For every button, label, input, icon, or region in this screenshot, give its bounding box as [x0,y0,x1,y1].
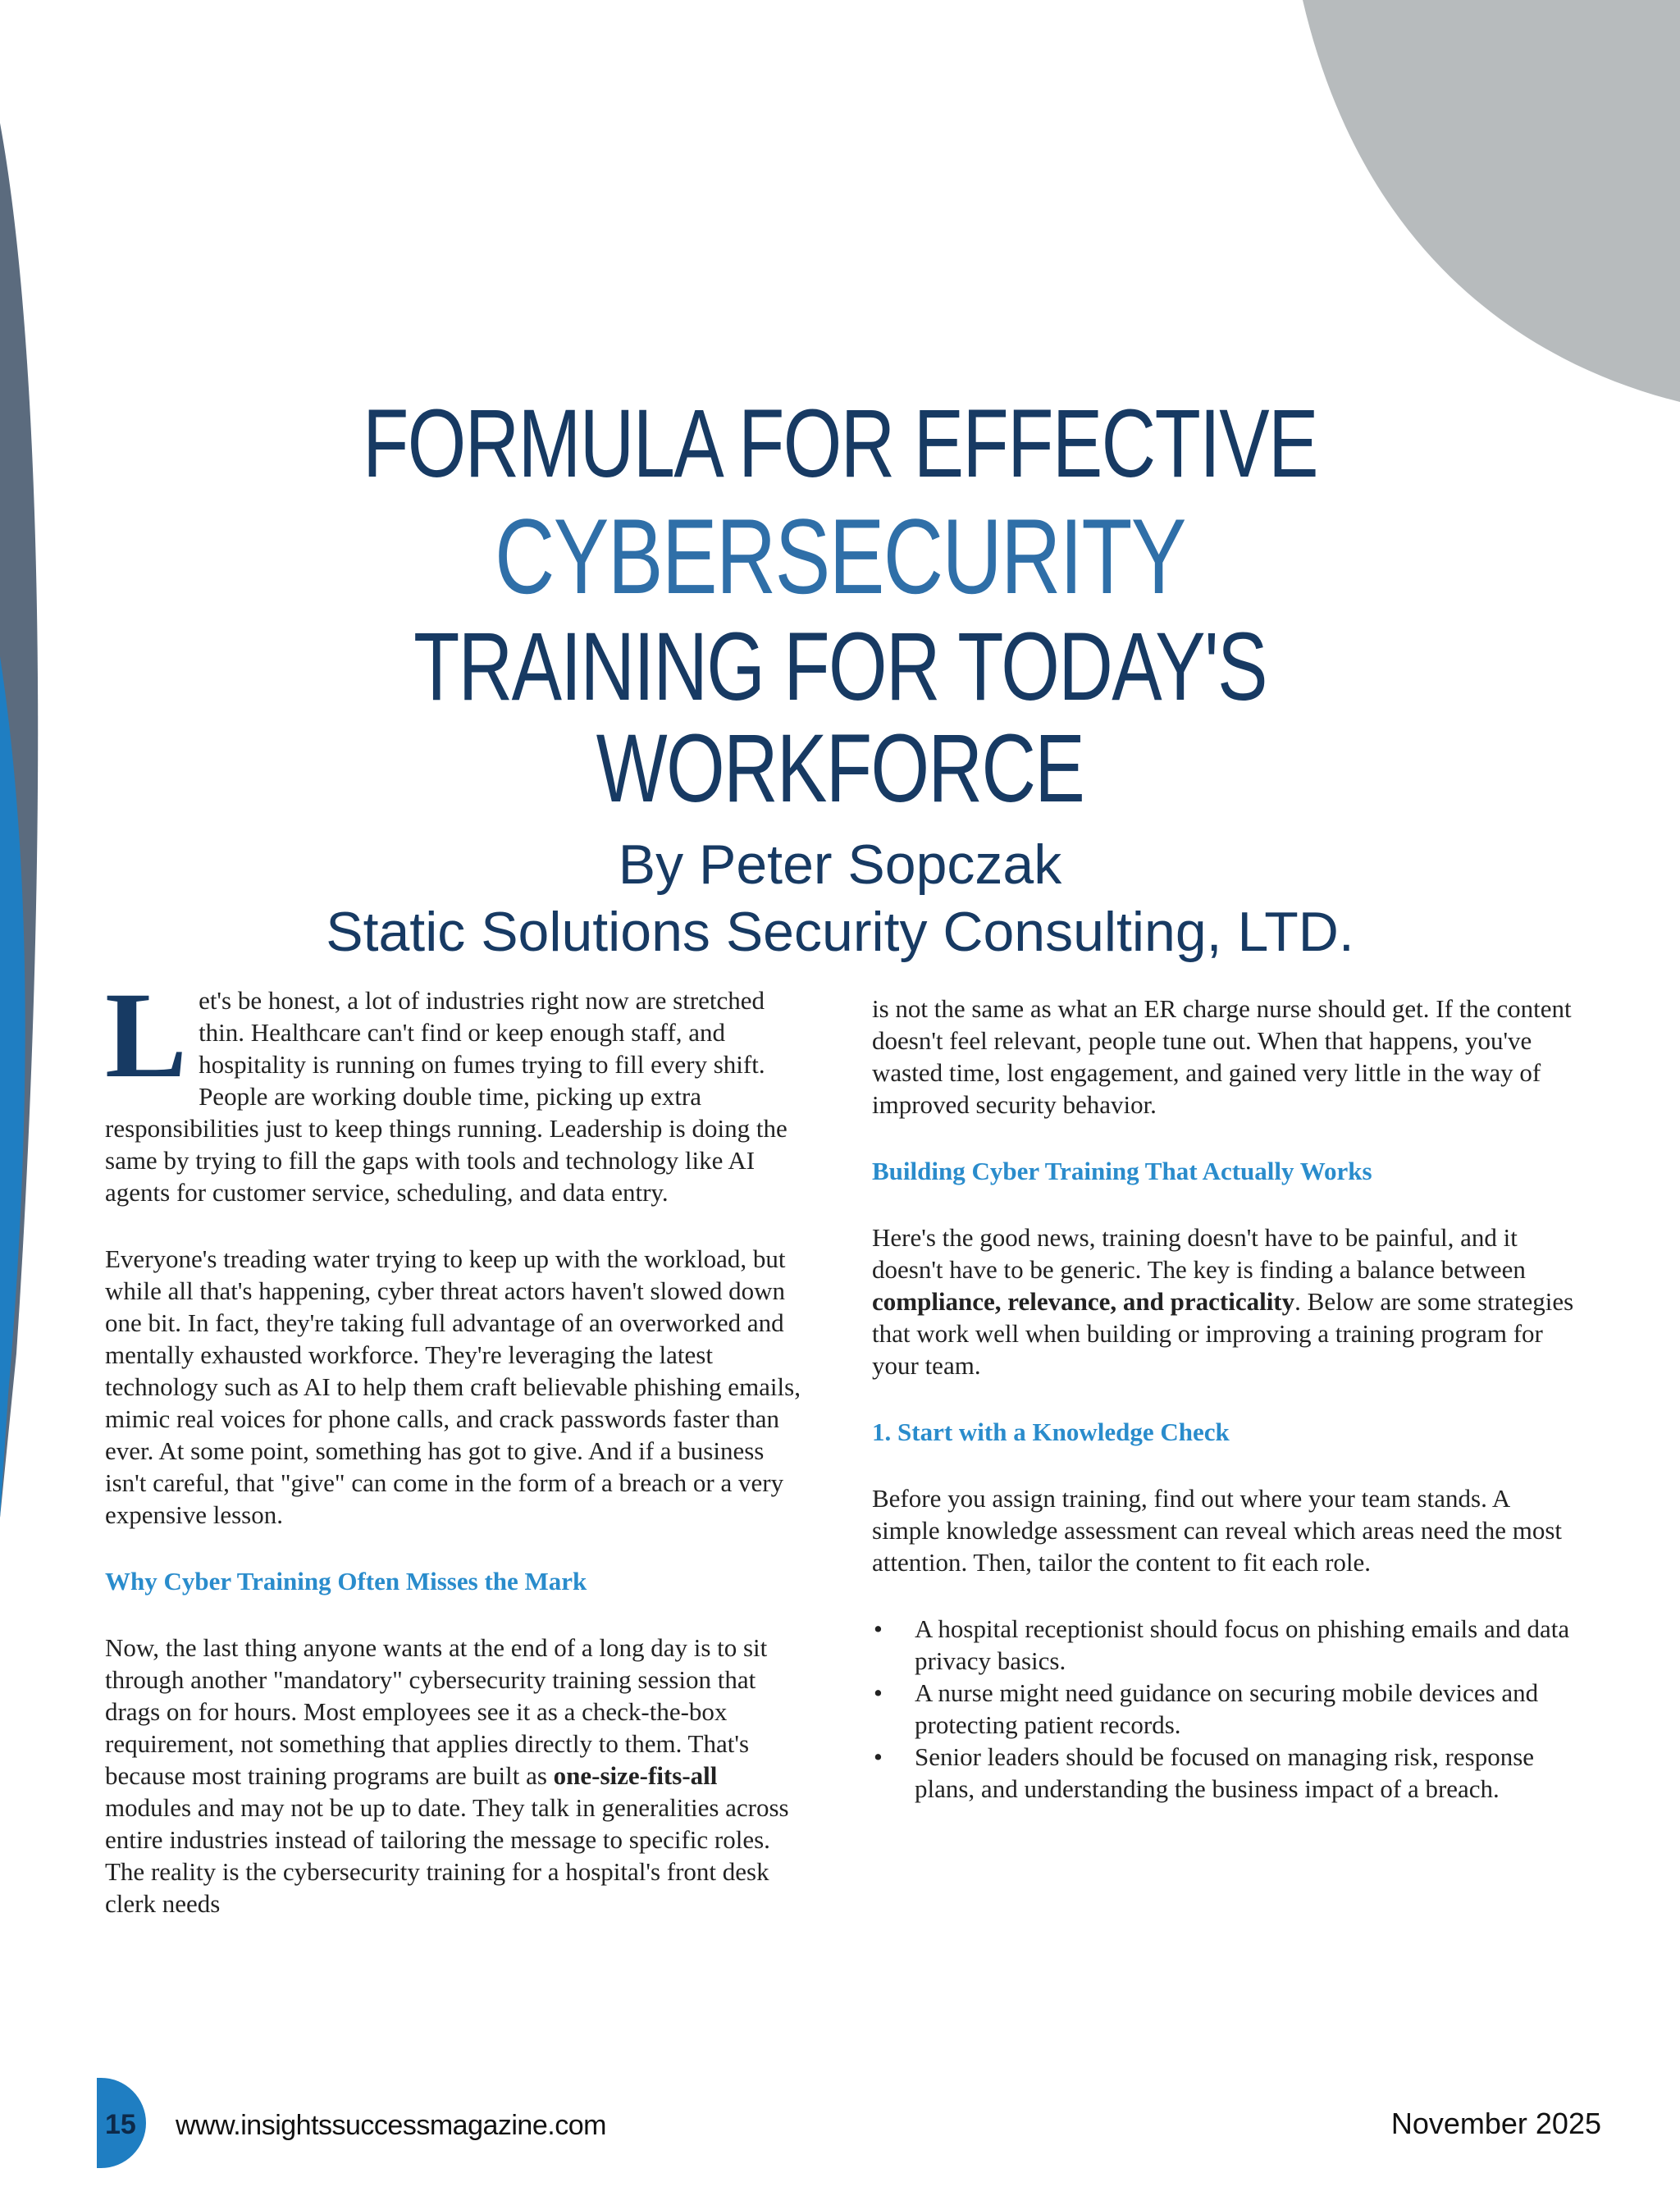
paragraph-text-end: modules and may not be up to date. They talk in generalities across entire industries instead of tailoring the message to specific roles. The reality is the cybersecurity training for a hospital's front desk clerk needs [105,1793,789,1918]
drop-cap: L [105,967,188,1103]
intro-paragraph [105,967,806,1208]
left-column [105,967,806,1954]
bold-compliance-relevance-practicality: compliance, relevance, and practicality [872,1287,1295,1316]
paragraph-continuation: is not the same as what an ER charge nurse should get. If the content doesn't feel relevant, people tune out. When that happens, you've wasted time, lost engagement, and gained very little in the way of improved security behavior. [872,994,1572,1119]
title-line-1: FORMULA FOR EFFECTIVE [363,390,1317,498]
list-item-text: A hospital receptionist should focus on phishing emails and data privacy basics. [915,1614,1570,1675]
bullet-dot: • [874,1742,883,1771]
paragraph-knowledge-check: Before you assign training, find out where your team stands. A simple knowledge assessment can reveal which areas need the most attention. Then, tailor the content to fit each role. [872,1484,1563,1577]
paragraph-mandatory-training [105,1632,806,1920]
paragraph-text-end: . Below are some strategies that work well when building or improving a training program for your team. [872,1287,1574,1380]
section-heading-building-training: Building Cyber Training That Actually Works [872,1157,1372,1185]
section-heading-misses-mark: Why Cyber Training Often Misses the Mark [105,1567,587,1596]
paragraph-good-news [872,1221,1577,1381]
title-line-2: CYBERSECURITY [495,495,1185,616]
title-line-3: TRAINING FOR TODAY'S WORKFORCE [413,613,1267,824]
paragraph-threat-actors: Everyone's treading water trying to keep up with the workload, but while all that's happening, cyber threat actors haven't slowed down one bit. In fact, they're taking full advantage of an overworked and mentally exhausted workforce. They're leveraging the latest technology such as AI to help them craft believable phishing emails, mimic real voices for phone calls, and crack passwords faster than ever. At some point, something has got to give. And if a business isn't careful, that "give" can come in the form of a breach or a very expensive lesson. [105,1244,801,1529]
paragraph-text-start: Now, the last thing anyone wants at the end of a long day is to sit through another "mandatory" cybersecurity training session that drags on for hours. Most employees see it as a check-the-box requirement, not something that applies directly to them. That's because most training programs are built as [105,1633,768,1790]
page-number: 15 [105,2109,136,2140]
paragraph-text-start: Here's the good news, training doesn't have to be painful, and it doesn't have to be generic. The key is finding a balance between [872,1223,1526,1284]
author-byline: By Peter Sopczak [618,833,1062,897]
list-item [872,1741,1577,1805]
bold-one-size-fits-all: one-size-fits-all [553,1761,718,1790]
list-item-text: Senior leaders should be focused on managing risk, response plans, and understanding the business impact of a breach. [915,1742,1535,1803]
section-heading-knowledge-check: 1. Start with a Knowledge Check [872,1418,1230,1446]
list-item [872,1613,1577,1677]
bullet-dot: • [874,1678,883,1707]
left-swoosh-decoration [0,123,49,1518]
list-item [872,1677,1577,1741]
role-bullet-list [872,1613,1577,1805]
company-byline: Static Solutions Security Consulting, LTD. [326,900,1354,963]
article-title-block [98,390,1582,966]
top-right-corner-circle [1303,0,1680,410]
right-column [872,993,1577,1805]
list-item-text: A nurse might need guidance on securing mobile devices and protecting patient records. [915,1678,1539,1739]
footer-issue-date: November 2025 [1390,2107,1601,2140]
intro-paragraph-text: et's be honest, a lot of industries right now are stretched thin. Healthcare can't find or keep enough staff, and hospitality is running on fumes trying to fill every shift. People are working double time, picking up extra responsibilities just to keep things running. Leadership is doing the same by trying to fill the gaps with tools and technology like AI agents for customer service, scheduling, and data entry. [105,986,788,1207]
bullet-dot: • [874,1614,883,1643]
footer-website-link[interactable]: www.insightssuccessmagazine.com [176,2110,606,2141]
